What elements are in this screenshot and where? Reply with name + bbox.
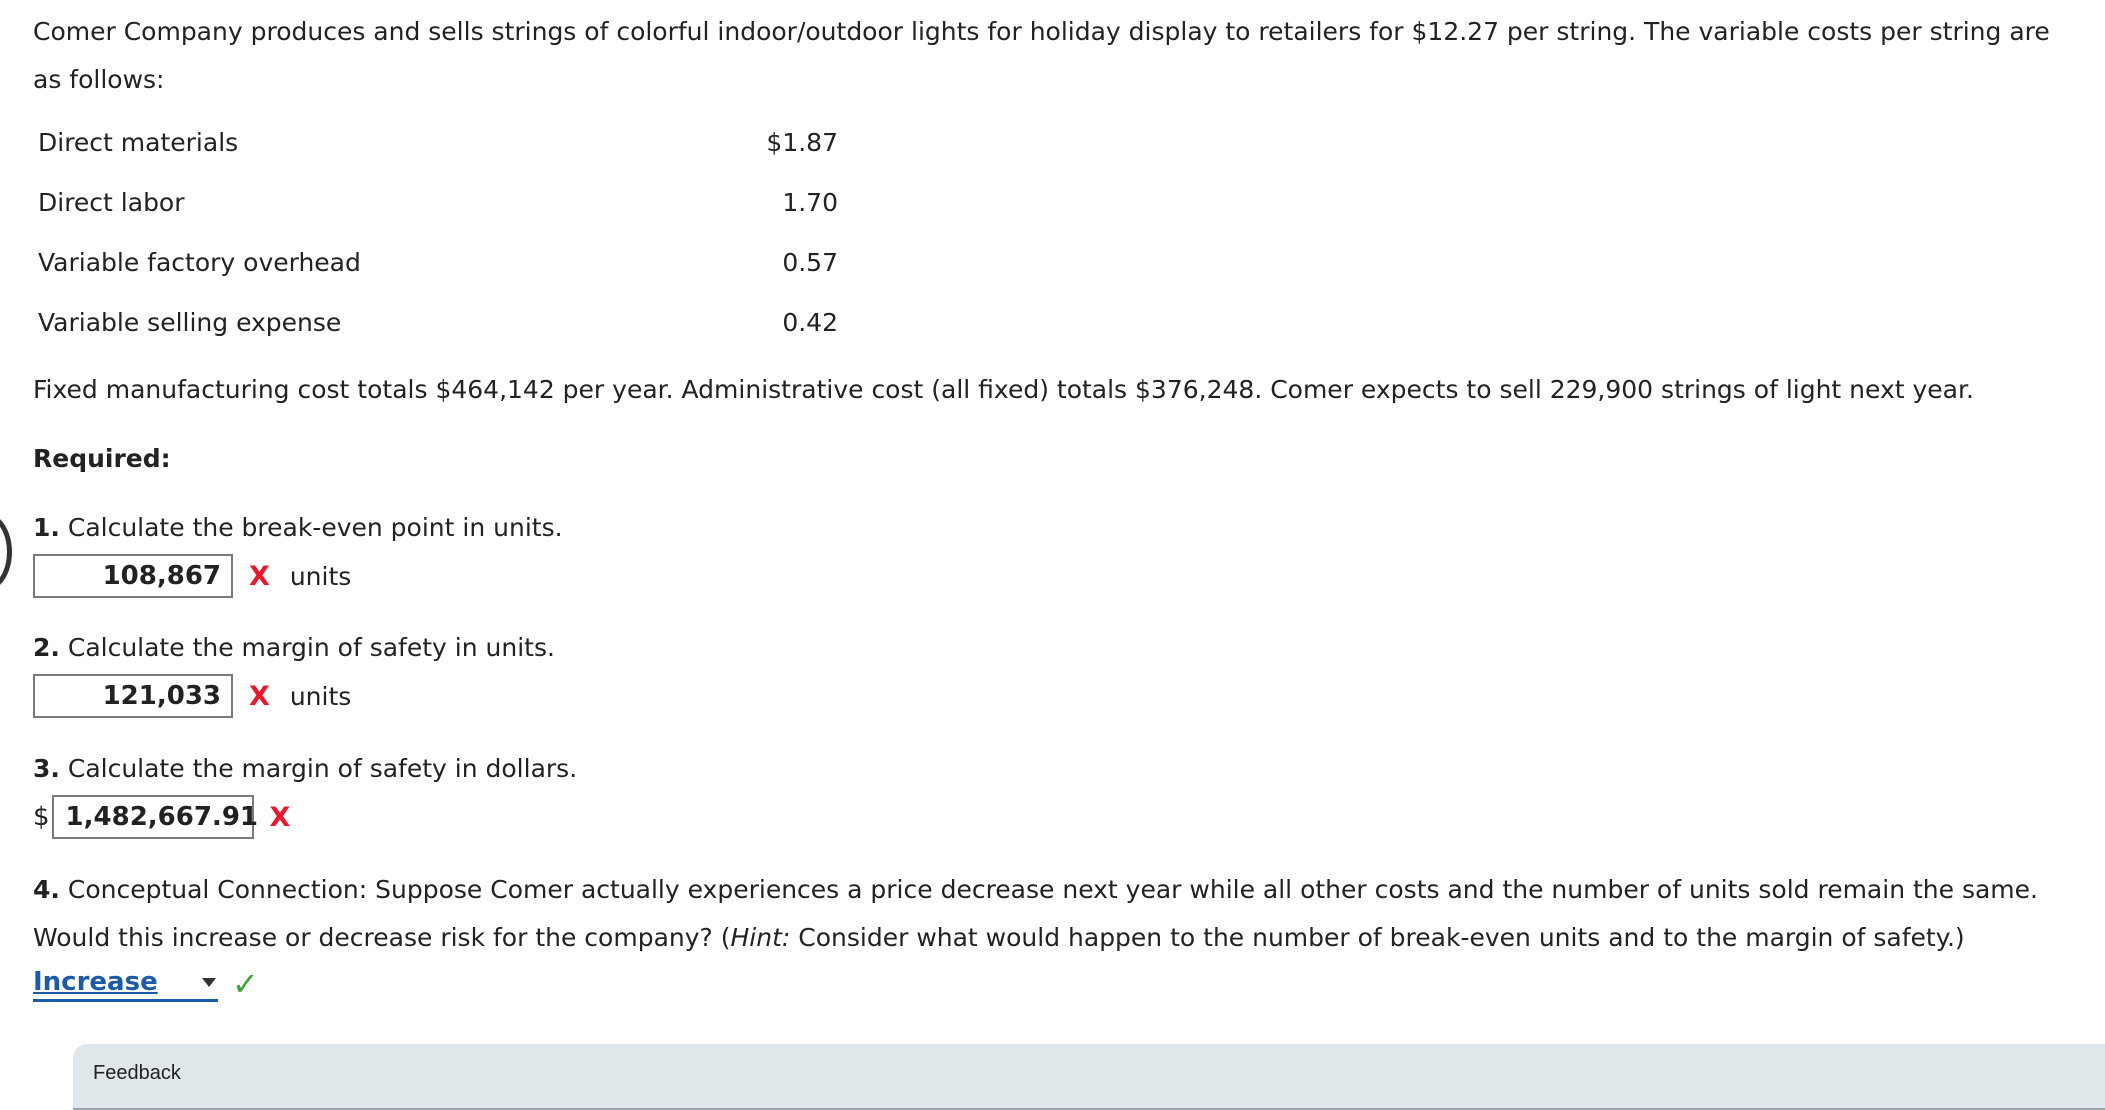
question-text: Calculate the margin of safety in units. bbox=[67, 633, 555, 662]
question-4 bbox=[33, 866, 2073, 962]
hint-label: Hint: bbox=[730, 923, 791, 952]
question-1 bbox=[33, 504, 563, 552]
question-number: 3. bbox=[33, 754, 60, 783]
answer-row-1 bbox=[33, 553, 351, 599]
unit-label: units bbox=[289, 681, 352, 711]
risk-dropdown[interactable] bbox=[33, 966, 218, 1002]
answer-row-3 bbox=[33, 794, 290, 840]
feedback-label: Feedback bbox=[93, 1062, 181, 1084]
cost-value: 0.57 bbox=[782, 248, 838, 277]
cost-value: $1.87 bbox=[766, 128, 838, 157]
answer-row-4 bbox=[33, 964, 259, 1004]
breakeven-units-input[interactable]: 108,867 bbox=[33, 554, 233, 598]
cost-value: 1.70 bbox=[782, 188, 838, 217]
question-number: 2. bbox=[33, 633, 60, 662]
answer-row-2 bbox=[33, 673, 351, 719]
question-text-part: Conceptual Connection: Suppose Comer actually experiences a price decrease next year while all other costs and the number of units sold remain the same. Would this increase or decrease risk for the company? ( bbox=[33, 875, 2038, 952]
incorrect-x-icon: X bbox=[249, 680, 270, 712]
required-heading: Required: bbox=[33, 444, 171, 473]
cost-label: Direct materials bbox=[38, 128, 239, 157]
cost-label: Variable selling expense bbox=[38, 308, 342, 337]
cost-row bbox=[38, 239, 838, 299]
feedback-panel[interactable] bbox=[73, 1044, 2105, 1110]
question-number: 1. bbox=[33, 513, 60, 542]
dropdown-arrow-icon bbox=[202, 978, 216, 987]
cost-row bbox=[38, 179, 838, 239]
fixed-cost-text: Fixed manufacturing cost totals $464,142 per year. Administrative cost (all fixed) totals $376,248. Comer expects to sell 229,900 strings of light next year. bbox=[33, 375, 1974, 404]
question-text: Calculate the margin of safety in dollars. bbox=[67, 754, 578, 783]
margin-safety-units-input[interactable]: 121,033 bbox=[33, 674, 233, 718]
question-2 bbox=[33, 624, 555, 672]
question-text: Calculate the break-even point in units. bbox=[67, 513, 563, 542]
cost-value: 0.42 bbox=[782, 308, 838, 337]
currency-symbol: $ bbox=[33, 802, 50, 832]
cost-row bbox=[38, 119, 838, 179]
correct-check-icon: ✓ bbox=[232, 965, 259, 1003]
incorrect-x-icon: X bbox=[249, 560, 270, 592]
variable-cost-table bbox=[38, 119, 838, 359]
question-number: 4. bbox=[33, 875, 60, 904]
cost-label: Variable factory overhead bbox=[38, 248, 361, 277]
incorrect-x-icon: X bbox=[269, 801, 291, 833]
scroll-edge-indicator bbox=[0, 513, 12, 591]
margin-safety-dollars-input[interactable]: 1,482,667.91 bbox=[52, 795, 254, 839]
unit-label: units bbox=[289, 561, 352, 591]
cost-row bbox=[38, 299, 838, 359]
question-3 bbox=[33, 745, 577, 793]
dropdown-selected-value: Increase bbox=[33, 967, 158, 997]
cost-label: Direct labor bbox=[38, 188, 185, 217]
question-text-part: Consider what would happen to the number of break-even units and to the margin of safety.) bbox=[790, 923, 1965, 952]
problem-intro: Comer Company produces and sells strings of colorful indoor/outdoor lights for holiday display to retailers for $12.27 per string. The variable costs per string are as follows: bbox=[33, 17, 2050, 94]
